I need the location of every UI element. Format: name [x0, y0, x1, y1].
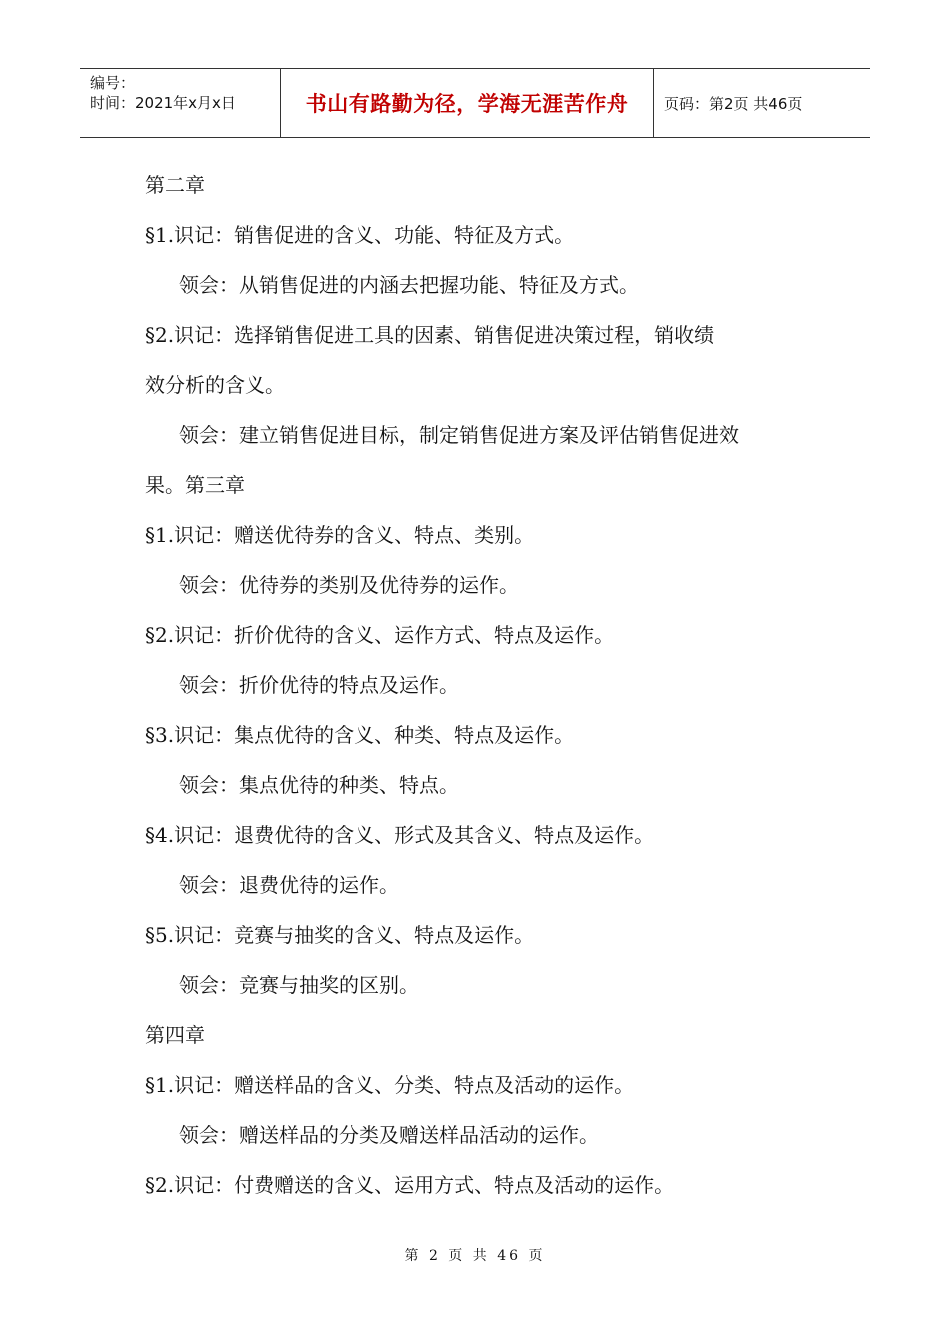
study-item-understand: 领会：退费优待的运作。 [179, 873, 399, 897]
study-item-memorize: §2.识记：选择销售促进工具的因素、销售促进决策过程，销收绩 [145, 323, 715, 347]
study-item-memorize: §1.识记：销售促进的含义、功能、特征及方式。 [145, 223, 575, 247]
doc-date-label: 时间：2021年x月x日 [90, 94, 236, 112]
study-item-memorize: §3.识记：集点优待的含义、种类、特点及运作。 [145, 723, 575, 747]
study-item-continuation: 效分析的含义。 [145, 373, 285, 397]
study-item-understand: 领会：优待券的类别及优待券的运作。 [179, 573, 519, 597]
study-item-memorize: §2.识记：折价优待的含义、运作方式、特点及运作。 [145, 623, 615, 647]
page-header [80, 68, 870, 138]
page-footer: 第 2 页 共 46 页 [404, 1248, 546, 1264]
header-page-info: 页码：第2页 共46页 [664, 94, 803, 113]
study-item-understand: 领会：从销售促进的内涵去把握功能、特征及方式。 [179, 273, 639, 297]
chapter-heading: 第二章 [145, 173, 205, 197]
study-item-memorize: §1.识记：赠送样品的含义、分类、特点及活动的运作。 [145, 1073, 635, 1097]
study-item-understand: 领会：折价优待的特点及运作。 [179, 673, 459, 697]
study-item-understand: 领会：建立销售促进目标，制定销售促进方案及评估销售促进效 [179, 423, 739, 447]
study-item-memorize: §2.识记：付费赠送的含义、运用方式、特点及活动的运作。 [145, 1173, 675, 1197]
study-item-memorize: §5.识记：竞赛与抽奖的含义、特点及运作。 [145, 923, 535, 947]
chapter-heading: 第四章 [145, 1023, 205, 1047]
study-item-understand: 领会：竞赛与抽奖的区别。 [179, 973, 419, 997]
header-motto: 书山有路勤为径，学海无涯苦作舟 [281, 69, 654, 137]
study-item-memorize: §4.识记：退费优待的含义、形式及其含义、特点及运作。 [145, 823, 655, 847]
doc-number-label: 编号： [90, 74, 136, 92]
study-item-understand: 领会：赠送样品的分类及赠送样品活动的运作。 [179, 1123, 599, 1147]
study-item-memorize: §1.识记：赠送优待券的含义、特点、类别。 [145, 523, 535, 547]
document-body [145, 160, 825, 1210]
study-item-continuation: 果。第三章 [145, 473, 245, 497]
study-item-understand: 领会：集点优待的种类、特点。 [179, 773, 459, 797]
header-meta [80, 69, 281, 137]
